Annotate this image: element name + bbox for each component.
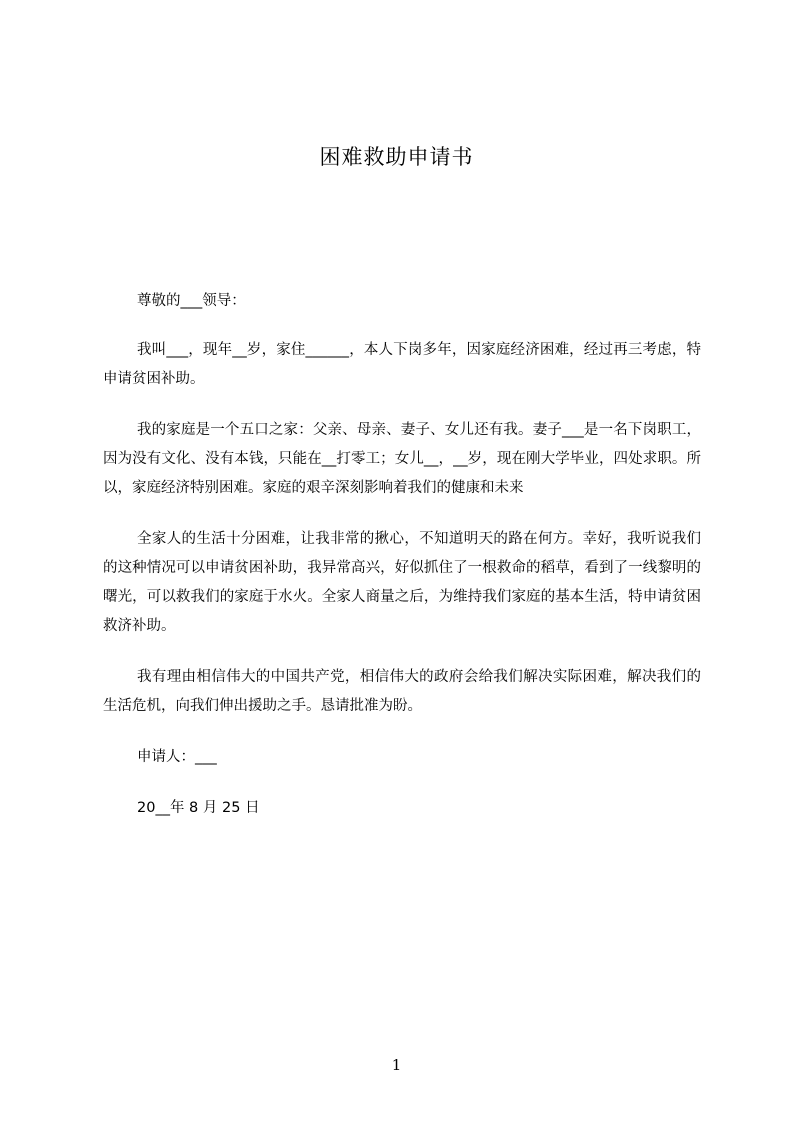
paragraph-introduction: 我叫___，现年__岁，家住______，本人下岗多年，因家庭经济困难，经过再三考虑，特申请贫困补助。	[103, 342, 701, 387]
paragraph-family-situation: 我的家庭是一个五口之家：父亲、母亲、妻子、女儿还有我。妻子___是一名下岗职工，因为没有文化、没有本钱，只能在__打零工；女儿__，__岁，现在刚大学毕业，四处求职。所以，家庭经济特别困难。家庭的艰辛深刻影响着我们的健康和未来	[103, 422, 701, 496]
date-line: 20__年 8 月 25 日	[137, 800, 260, 816]
letter-body	[103, 287, 701, 845]
page-number: 1	[391, 1056, 402, 1074]
salutation: 尊敬的___领导：	[137, 293, 246, 309]
document-title: 困难救助申请书	[319, 145, 474, 169]
paragraph-hardship: 全家人的生活十分困难，让我非常的揪心，不知道明天的路在何方。幸好，我听说我们的这种情况可以申请贫困补助，我异常高兴，好似抓住了一根救命的稻草，看到了一线黎明的曙光，可以救我们的家庭于水火。全家人商量之后，为维持我们家庭的基本生活，特申请贫困救济补助。	[103, 531, 701, 634]
paragraph-request: 我有理由相信伟大的中国共产党，相信伟大的政府会给我们解决实际困难，解决我们的生活危机，向我们伸出援助之手。恳请批准为盼。	[103, 669, 701, 714]
applicant-line: 申请人：___	[137, 749, 217, 765]
